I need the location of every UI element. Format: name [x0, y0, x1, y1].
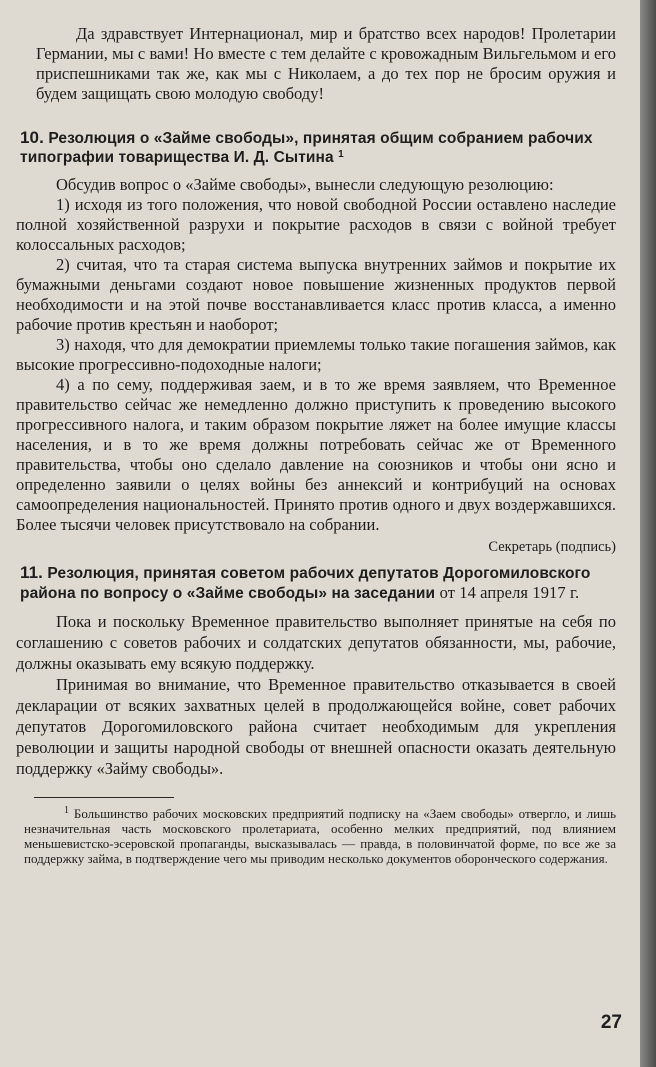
secretary-signature: Секретарь (подпись) — [488, 539, 616, 555]
paragraph: Пока и поскольку Временное правительство выполняет принятые на себя по соглашению с советов рабочих и солдатских депутатов обязанности, мы, рабочие, должны оказывать ему всякую поддержку. — [16, 612, 616, 673]
section-11-heading — [20, 563, 616, 603]
footnote-marker: 1 — [64, 805, 69, 816]
section-11-number: 11. — [20, 563, 43, 582]
section-11-title: Резолюция, принятая советом рабочих депутатов Дорогомиловского района по вопросу о «Займе свободы» на заседании — [20, 565, 591, 602]
section-11-body — [16, 611, 616, 779]
footnote-text: Большинство рабочих московских предприятий подписку на «Заем свободы» отвергло, и лишь незначительная часть московского пролетариата, особенно мелких предприятий, под влиянием меньшевистско-эсеровской пропаганды, высказывалась — правда, в половинчатой форме, по все же за поддержку займа, в подтверждение чего мы приводим несколько документов оборончеcкого содержания. — [24, 806, 617, 866]
paragraph: 1) исходя из того положения, что новой свободной России оставлено наследие полной хозяйственной разрухи и покрытие расходов в связи с войной требует колоссальных расходов; — [16, 195, 616, 254]
page-edge — [640, 0, 656, 1067]
section-10-body — [16, 175, 616, 557]
paragraph: 4) а по сему, поддерживая заем, и в то же время заявляем, что Временное правительство сейчас же немедленно должно приступить к проведению высокого прогрессивного налога, и таким образом покрытие ляжет на более имущие классы населения, и в то же время должны потребовать сейчас же от Временного правительства, чтобы оно сделало давление на союзников и чтобы они ясно и определенно заявили о целях войны без аннексий и контрибуций на основах самоопределения национальностей. Принято против одного и двух воздержавшихся. Более тысячи человек присутствовало на собрании. — [16, 375, 616, 534]
intro-paragraph: Да здравствует Интернационал, мир и братство всех народов! Пролетарии Германии, мы с вами! Но вместе с тем делайте с кровожадным Вильгельмом и его приспешниками так же, как мы с Николаем, а до тех пор не бросим оружия и будем защищать свою молодую свободу! — [36, 24, 616, 103]
section-10-number: 10. — [20, 128, 44, 147]
page-number: 27 — [600, 1012, 622, 1033]
paragraph: Принимая во внимание, что Временное правительство отказывается в своей декларации от всяких захватных целей в продолжающейся войне, совет рабочих депутатов Дорогомиловского района считает необходимым для укрепления революции и защиты народной свободы от внешней опасности оказать деятельную поддержку «Займу свободы». — [16, 675, 616, 778]
paragraph: 2) считая, что та старая система выпуска внутренних займов и покрытие их бумажными деньгами создают новое повышение жизненных продуктов первой необходимости и на этой почве восстанавливается класс против класса, а именно рабочие против крестьян и наоборот; — [16, 255, 616, 334]
section-10-heading — [20, 128, 616, 167]
section-10-title: Резолюция о «Займе свободы», принятая общим собранием рабочих типографии товарищества И. Д. Сытина — [20, 130, 593, 166]
paragraph: Обсудив вопрос о «Займе свободы», вынесли следующую резолюцию: — [56, 175, 554, 194]
footnote — [24, 806, 616, 866]
paragraph: 3) находя, что для демократии приемлемы только такие погашения займов, как высокие прогрессивно-подоходные налоги; — [16, 335, 616, 374]
section-11-date: от 14 апреля 1917 г. — [439, 583, 580, 602]
footnote-reference: 1 — [338, 149, 344, 160]
footnote-divider — [34, 797, 174, 798]
